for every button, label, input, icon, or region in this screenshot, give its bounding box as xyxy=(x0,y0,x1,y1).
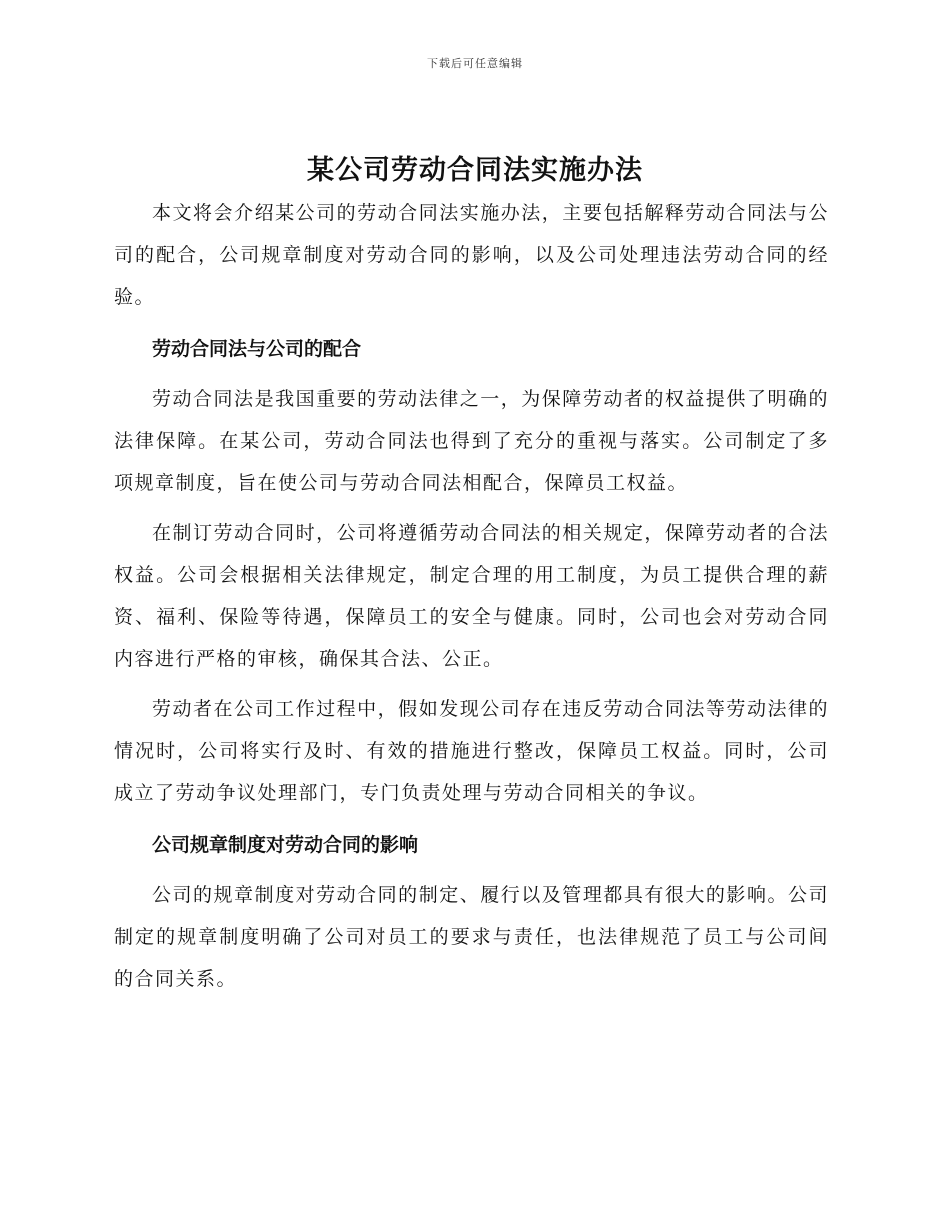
document-body xyxy=(114,192,829,1000)
page-header-note: 下载后可任意编辑 xyxy=(427,57,523,70)
body-paragraph: 在制订劳动合同时，公司将遵循劳动合同法的相关规定，保障劳动者的合法权益。公司会根据相关法律规定，制定合理的用工制度，为员工提供合理的薪资、福利、保险等待遇，保障员工的安全与健康。同时，公司也会对劳动合同内容进行严格的审核，确保其合法、公正。 xyxy=(114,522,829,670)
section-heading-regulations: 公司规章制度对劳动合同的影响 xyxy=(152,834,419,856)
body-paragraph: 公司的规章制度对劳动合同的制定、履行以及管理都具有很大的影响。公司制定的规章制度明确了公司对员工的要求与责任，也法律规范了员工与公司间的合同关系。 xyxy=(114,884,829,990)
body-paragraph: 劳动合同法是我国重要的劳动法律之一，为保障劳动者的权益提供了明确的法律保障。在某公司，劳动合同法也得到了充分的重视与落实。公司制定了多项规章制度，旨在使公司与劳动合同法相配合，保障员工权益。 xyxy=(114,388,829,494)
body-paragraph: 劳动者在公司工作过程中，假如发现公司存在违反劳动合同法等劳动法律的情况时，公司将实行及时、有效的措施进行整改，保障员工权益。同时，公司成立了劳动争议处理部门，专门负责处理与劳动合同相关的争议。 xyxy=(114,698,829,804)
document-title: 某公司劳动合同法实施办法 xyxy=(307,155,643,186)
intro-paragraph: 本文将会介绍某公司的劳动合同法实施办法，主要包括解释劳动合同法与公司的配合，公司规章制度对劳动合同的影响，以及公司处理违法劳动合同的经验。 xyxy=(114,202,829,308)
section-heading-cooperation: 劳动合同法与公司的配合 xyxy=(152,338,362,360)
